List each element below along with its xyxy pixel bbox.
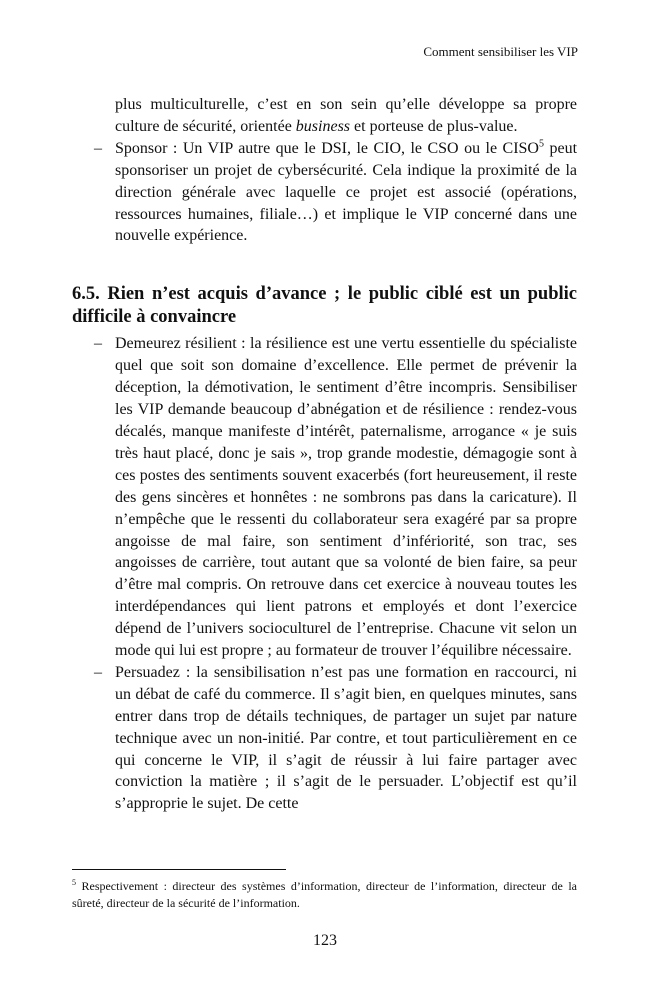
list-item-text: Demeurez résilient : la résilience est une vertu essentielle du spécialiste quel que soit son domaine d’excellence. Elle permet de prévenir la déception, la démotivation, le sentiment d’être incompris. Sensibiliser les VIP demande beaucoup d’abnégation et de résilience : rendez-vous décalés, manque manifeste d’intérêt, paternalisme, arrogance « je suis très haut placé, donc je sais », trop grande modestie, démagogie sont à ces postes des sentiments souvent exacerbés (fort heureusement, il reste des gens sincères et honnêtes : ne sombrons pas dans la caricature). Il n’empêche que le ressenti du collaborateur sera exagéré par sa propre angoisse de mal faire, son sentiment d’infériorité, son trac, ses angoisses de carrière, tout autant que sa volonté de bien faire, sa peur d’être mal compris. On retrouve dans cet exercice à nouveau toutes les interdépendances qui lient patrons et employés et dont l’exercice dépend de l’univers socioculturel de l’entreprise. Chacune vit selon un mode qui lui est propre ; au formateur de trouver l’équilibre nécessaire. [115, 335, 577, 660]
running-head: Comment sensibiliser les VIP [423, 44, 578, 59]
list-item-persuade [72, 662, 577, 815]
list-item-sponsor [72, 138, 577, 248]
italic-term: business [295, 117, 351, 135]
list-dash: – [94, 335, 102, 353]
page-number: 123 [313, 932, 337, 949]
footnote-text: Respectivement : directeur des systèmes d’information, directeur de l’information, directeur de la sûreté, directeur de la sécurité de l’information. [72, 879, 577, 910]
list-item-resilience [72, 333, 577, 662]
list-item-text: Persuadez : la sensibilisation n’est pas une formation en raccourci, ni un débat de café du commerce. Il s’agit bien, en quelques minutes, sans entrer dans trop de détails techniques, de partager un sujet par nature technique avec un non-initié. Par contre, et tout particulièrement en ce qui concerne le VIP, il s’agit de réussir à lui faire partager avec conviction la matière ; il s’agit de le persuader. L’objectif est qu’il s’approprie le sujet. De cette [115, 663, 577, 813]
footnote-reference: 5 [539, 138, 544, 150]
footnote [72, 878, 577, 912]
page-body [72, 94, 577, 815]
footnote-divider [72, 869, 286, 870]
continued-paragraph [72, 94, 577, 138]
sponsor-text-start: Sponsor : Un VIP autre que le DSI, le CIO, le CSO ou le CISO [115, 139, 539, 157]
sponsor-text-end: peut sponsoriser un projet de cybersécurité. Cela indique la proximité de la direction générale avec laquelle ce projet est associé (opérations, ressources humaines, filiale…) et implique le VIP concerné dans une nouvelle expérience. [115, 139, 578, 245]
footnote-marker: 5 [72, 878, 76, 887]
continued-text-end: et porteuse de plus-value. [350, 117, 518, 135]
list-dash: – [94, 139, 102, 157]
section-heading: 6.5. Rien n’est acquis d’avance ; le public ciblé est un public difficile à convaincre [72, 284, 577, 328]
list-dash: – [94, 663, 102, 681]
continued-text-start: plus multiculturelle, c’est en son sein qu’elle développe sa propre culture de sécurité, orientée [115, 96, 577, 135]
